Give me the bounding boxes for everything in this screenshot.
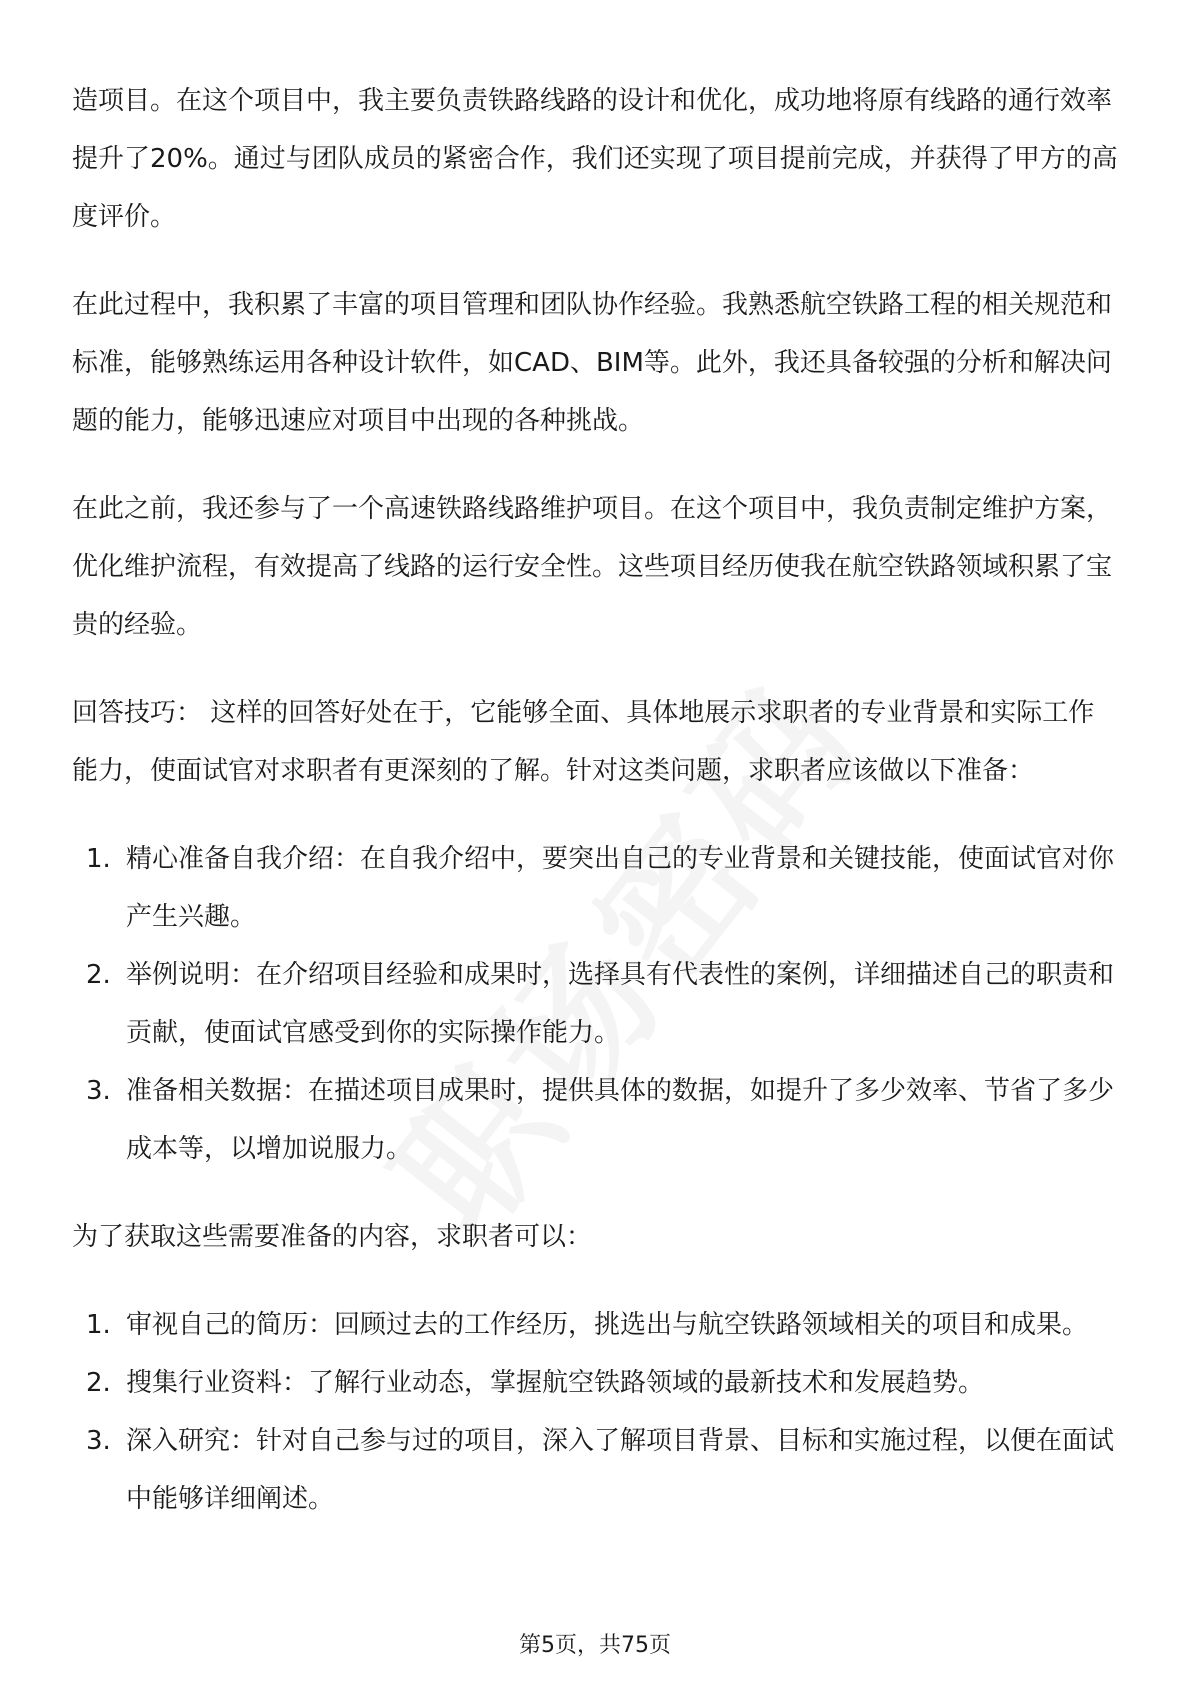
gathering-list (72, 1296, 1118, 1528)
list-text: 搜集行业资料：了解行业动态，掌握航空铁路领域的最新技术和发展趋势。 (126, 1368, 985, 1398)
paragraph-gathering-intro: 为了获取这些需要准备的内容，求职者可以： (72, 1222, 593, 1252)
list-text: 深入研究：针对自己参与过的项目，深入了解项目背景、目标和实施过程，以便在面试中能够详细阐述。 (126, 1426, 1115, 1514)
list-number: 1. (86, 844, 111, 874)
preparation-list (72, 830, 1118, 1178)
list-number: 3. (86, 1076, 111, 1106)
paragraph-answer-tips: 回答技巧： 这样的回答好处在于，它能够全面、具体地展示求职者的专业背景和实际工作能力，使面试官对求职者有更深刻的了解。针对这类问题，求职者应该做以下准备： (72, 698, 1095, 786)
list-item (72, 1354, 1118, 1412)
list-text: 精心准备自我介绍：在自我介绍中，要突出自己的专业背景和关键技能，使面试官对你产生兴趣。 (126, 844, 1115, 932)
list-item (72, 1296, 1118, 1354)
paragraph-maintenance-project: 在此之前，我还参与了一个高速铁路线路维护项目。在这个项目中，我负责制定维护方案，优化维护流程，有效提高了线路的运行安全性。这些项目经历使我在航空铁路领域积累了宝贵的经验。 (72, 494, 1113, 640)
list-item (72, 946, 1118, 1062)
list-text: 审视自己的简历：回顾过去的工作经历，挑选出与航空铁路领域相关的项目和成果。 (126, 1310, 1089, 1340)
list-item (72, 830, 1118, 946)
list-text: 准备相关数据：在描述项目成果时，提供具体的数据，如提升了多少效率、节省了多少成本等，以增加说服力。 (126, 1076, 1115, 1164)
list-number: 2. (86, 960, 111, 990)
page-number-footer: 第5页，共75页 (519, 1633, 671, 1658)
list-number: 2. (86, 1368, 111, 1398)
list-number: 3. (86, 1426, 111, 1456)
list-text: 举例说明：在介绍项目经验和成果时，选择具有代表性的案例，详细描述自己的职责和贡献，使面试官感受到你的实际操作能力。 (126, 960, 1115, 1048)
list-number: 1. (86, 1310, 111, 1340)
paragraph-project-continuation: 造项目。在这个项目中，我主要负责铁路线路的设计和优化，成功地将原有线路的通行效率提升了20%。通过与团队成员的紧密合作，我们还实现了项目提前完成，并获得了甲方的高度评价。 (72, 86, 1118, 232)
document-body (72, 72, 1118, 1558)
list-item (72, 1062, 1118, 1178)
paragraph-experience: 在此过程中，我积累了丰富的项目管理和团队协作经验。我熟悉航空铁路工程的相关规范和标准，能够熟练运用各种设计软件，如CAD、BIM等。此外，我还具备较强的分析和解决问题的能力，能够迅速应对项目中出现的各种挑战。 (72, 290, 1113, 436)
list-item (72, 1412, 1118, 1528)
